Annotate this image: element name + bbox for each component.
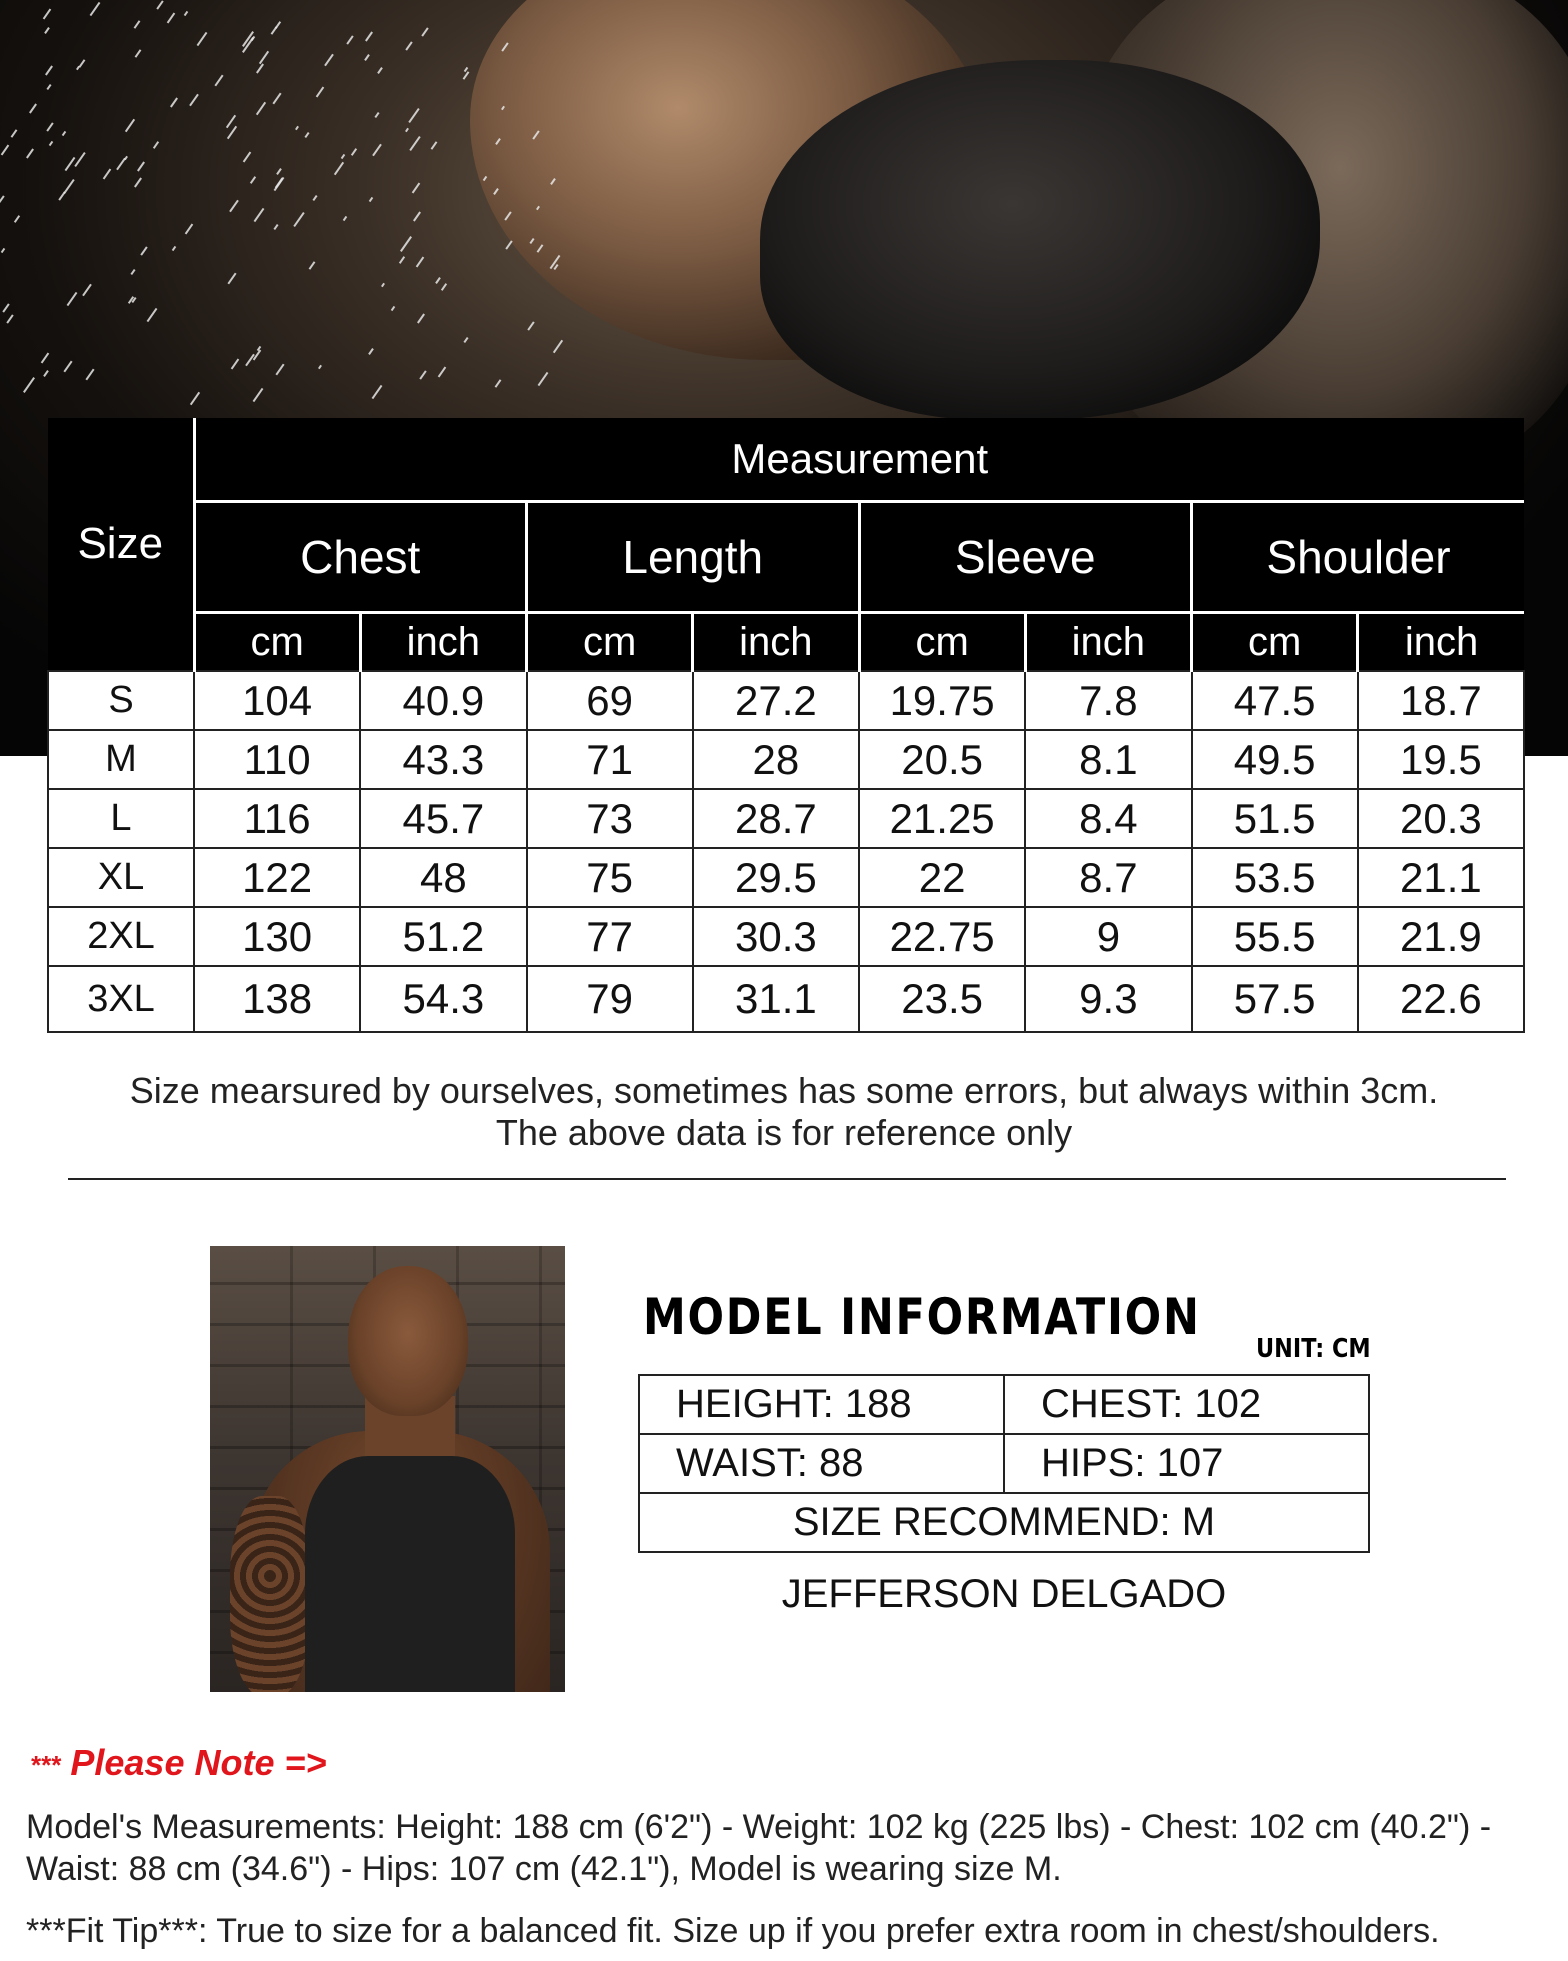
size-disclaimer-line: The above data is for reference only [495,1112,1073,1153]
water-droplet [377,67,383,74]
water-droplet [553,340,563,353]
unit-header: inch [360,613,526,672]
model-info-unit: UNIT: CM [1256,1334,1371,1364]
value-cell: 28 [693,730,859,789]
water-droplet [167,13,176,24]
size-cell: L [48,789,194,848]
value-cell: 57.5 [1192,966,1358,1032]
model-chest: CHEST: 102 [1004,1375,1369,1434]
water-droplet [275,364,284,376]
value-cell: 27.2 [693,671,859,730]
unit-header: cm [859,613,1025,672]
water-droplet [405,41,412,50]
water-droplet [304,132,309,138]
value-cell: 75 [527,848,693,907]
water-droplet [153,141,159,149]
water-droplet [1,248,6,253]
water-droplet [172,246,177,251]
water-droplet [103,169,112,180]
water-droplet [365,31,373,41]
water-droplet [23,377,35,393]
water-droplet [137,161,145,171]
value-cell: 22 [859,848,1025,907]
table-row [639,1493,1369,1552]
water-droplet [58,191,65,200]
value-cell: 45.7 [360,789,526,848]
value-cell: 54.3 [360,966,526,1032]
model-photo [210,1246,565,1692]
model-measurements-note: Model's Measurements: Height: 188 cm (6'2") - Weight: 102 kg (225 lbs) - Chest: 102 cm (40.2") - Waist: 88 cm (34.6") - Hips: 107 cm (42.1"), Model is wearing size M. [26,1808,1492,1888]
water-droplet [364,54,370,61]
water-droplet [156,0,163,9]
water-droplet [324,54,334,67]
size-cell: 3XL [48,966,194,1032]
water-droplet [85,369,94,381]
water-droplet [369,197,374,202]
water-droplet [29,103,37,113]
water-droplet [0,195,5,204]
length-header: Length [527,502,860,613]
water-droplet [147,308,158,322]
water-droplet [130,269,135,275]
value-cell: 22.6 [1358,966,1524,1032]
size-disclaimer-line: Size mearsured by ourselves, sometimes has some errors, but always within 3cm. [129,1070,1439,1111]
water-droplet [435,277,441,284]
value-cell: 77 [527,907,693,966]
value-cell: 49.5 [1192,730,1358,789]
water-droplet [312,195,317,201]
sleeve-header: Sleeve [859,502,1192,613]
water-droplet [41,353,50,364]
water-droplet [416,257,425,268]
water-droplet [214,75,223,87]
value-cell: 51.5 [1192,789,1358,848]
value-cell: 43.3 [360,730,526,789]
water-droplet [79,59,86,68]
water-droplet [275,178,284,189]
boxing-glove-shape [760,60,1320,420]
size-cell: 2XL [48,907,194,966]
water-droplet [431,141,438,150]
size-chart-table [47,418,1525,1033]
water-droplet [273,224,278,230]
water-droplet [170,97,178,107]
value-cell: 19.75 [859,671,1025,730]
table-row [48,907,1524,966]
water-droplet [391,306,396,311]
water-droplet [11,129,18,138]
water-droplet [405,128,409,132]
water-droplet [45,65,53,75]
value-cell: 29.5 [693,848,859,907]
chest-header: Chest [194,502,527,613]
model-name: JEFFERSON DELGADO [781,1572,1227,1616]
size-cell: XL [48,848,194,907]
water-droplet [74,152,85,167]
water-droplet [276,168,282,175]
water-droplet [135,49,142,58]
water-droplet [408,108,419,123]
value-cell: 9 [1025,907,1191,966]
please-note-stars: *** [30,1749,61,1780]
value-cell: 73 [527,789,693,848]
model-hips: HIPS: 107 [1004,1434,1369,1493]
water-droplet [227,126,237,139]
value-cell: 116 [194,789,360,848]
water-droplet [412,183,421,194]
water-droplet [253,388,264,402]
water-droplet [272,93,281,105]
water-droplet [343,216,348,221]
water-droplet [419,370,426,379]
value-cell: 79 [527,966,693,1032]
water-droplet [334,162,344,175]
value-cell: 21.1 [1358,848,1524,907]
shoulder-header: Shoulder [1192,502,1525,613]
value-cell: 69 [527,671,693,730]
value-cell: 20.5 [859,730,1025,789]
water-droplet [229,200,239,213]
value-cell: 122 [194,848,360,907]
water-droplet [62,131,67,136]
water-droplet [14,215,20,223]
water-droplet [417,313,425,323]
model-info-title: MODEL INFORMATION [643,1288,1201,1346]
unit-header: cm [194,613,360,672]
water-droplet [271,26,278,35]
value-cell: 51.2 [360,907,526,966]
water-droplet [49,141,54,146]
measurement-header: Measurement [194,418,1524,502]
water-droplet [463,337,468,343]
table-row [48,789,1524,848]
value-cell: 20.3 [1358,789,1524,848]
water-droplet [243,152,252,163]
water-droplet [65,157,76,171]
water-droplet [63,361,72,373]
water-droplet [184,11,189,16]
water-droplet [227,273,236,285]
value-cell: 71 [527,730,693,789]
please-note-label: Please Note => [60,1742,327,1783]
water-droplet [44,27,50,34]
value-cell: 8.7 [1025,848,1191,907]
please-note-heading [30,1742,327,1784]
value-cell: 55.5 [1192,907,1358,966]
value-cell: 21.9 [1358,907,1524,966]
water-droplet [256,102,266,115]
water-droplet [125,119,135,132]
water-droplet [43,9,52,20]
water-droplet [1,145,10,156]
value-cell: 23.5 [859,966,1025,1032]
value-cell: 48 [360,848,526,907]
value-cell: 110 [194,730,360,789]
value-cell: 40.9 [360,671,526,730]
water-droplet [413,211,421,221]
water-droplet [438,367,447,378]
value-cell: 53.5 [1192,848,1358,907]
water-droplet [190,392,200,405]
model-height: HEIGHT: 188 [639,1375,1004,1434]
size-cell: M [48,730,194,789]
water-droplet [351,148,357,156]
value-cell: 8.4 [1025,789,1191,848]
water-droplet [318,365,322,369]
water-droplet [46,84,51,90]
size-disclaimer [0,1070,1568,1154]
model-waist: WAIST: 88 [639,1434,1004,1493]
water-droplet [421,27,428,36]
water-droplet [295,126,299,130]
value-cell: 104 [194,671,360,730]
model-info-table [638,1374,1370,1553]
unit-header: cm [527,613,693,672]
table-row [48,730,1524,789]
water-droplet [231,359,240,370]
value-cell: 21.25 [859,789,1025,848]
value-cell: 19.5 [1358,730,1524,789]
value-cell: 9.3 [1025,966,1191,1032]
value-cell: 130 [194,907,360,966]
water-droplet [441,283,447,291]
water-droplet [6,314,13,323]
water-droplet [316,87,325,98]
value-cell: 18.7 [1358,671,1524,730]
unit-header: inch [693,613,859,672]
water-droplet [124,156,128,160]
water-droplet [134,177,142,187]
value-cell: 31.1 [693,966,859,1032]
water-droplet [372,385,383,399]
water-droplet [67,292,78,306]
water-droplet [26,148,34,158]
fit-tip: ***Fit Tip***: True to size for a balanced fit. Size up if you prefer extra room in chest/shoulders. [26,1912,1440,1950]
value-cell: 22.75 [859,907,1025,966]
table-row [48,966,1524,1032]
water-droplet [372,144,382,157]
water-droplet [254,208,265,222]
water-droplet [381,283,385,287]
water-droplet [90,2,101,16]
water-droplet [495,379,502,388]
water-droplet [341,154,346,159]
water-droplet [293,212,304,227]
water-droplet [43,370,49,377]
water-droplet [2,303,9,312]
water-droplet [538,372,549,386]
water-droplet [250,176,256,184]
table-row [639,1375,1369,1434]
size-header: Size [48,418,194,671]
water-droplet [259,51,269,64]
value-cell: 7.8 [1025,671,1191,730]
value-cell: 30.3 [693,907,859,966]
value-cell: 138 [194,966,360,1032]
unit-header: cm [1192,613,1358,672]
water-droplet [346,35,353,44]
water-droplet [197,32,208,46]
water-droplet [400,236,412,252]
value-cell: 28.7 [693,789,859,848]
water-droplet [309,261,316,270]
table-row [48,848,1524,907]
value-cell: 47.5 [1192,671,1358,730]
unit-header: inch [1358,613,1524,672]
water-droplet [46,122,53,131]
size-recommend: SIZE RECOMMEND: M [639,1493,1369,1552]
divider [68,1178,1506,1180]
water-droplet [409,136,420,151]
water-droplet [374,112,379,118]
unit-header: inch [1025,613,1191,672]
water-droplet [505,240,512,249]
table-row [48,671,1524,730]
water-droplet [368,348,374,355]
water-droplet [189,94,199,107]
water-droplet [399,256,405,264]
water-droplet [527,321,534,330]
size-cell: S [48,671,194,730]
water-droplet [256,63,264,73]
value-cell: 8.1 [1025,730,1191,789]
water-droplet [82,284,92,297]
water-droplet [463,71,470,80]
water-droplet [140,246,147,255]
water-droplet [134,20,141,29]
water-droplet [185,224,194,235]
table-row [639,1434,1369,1493]
